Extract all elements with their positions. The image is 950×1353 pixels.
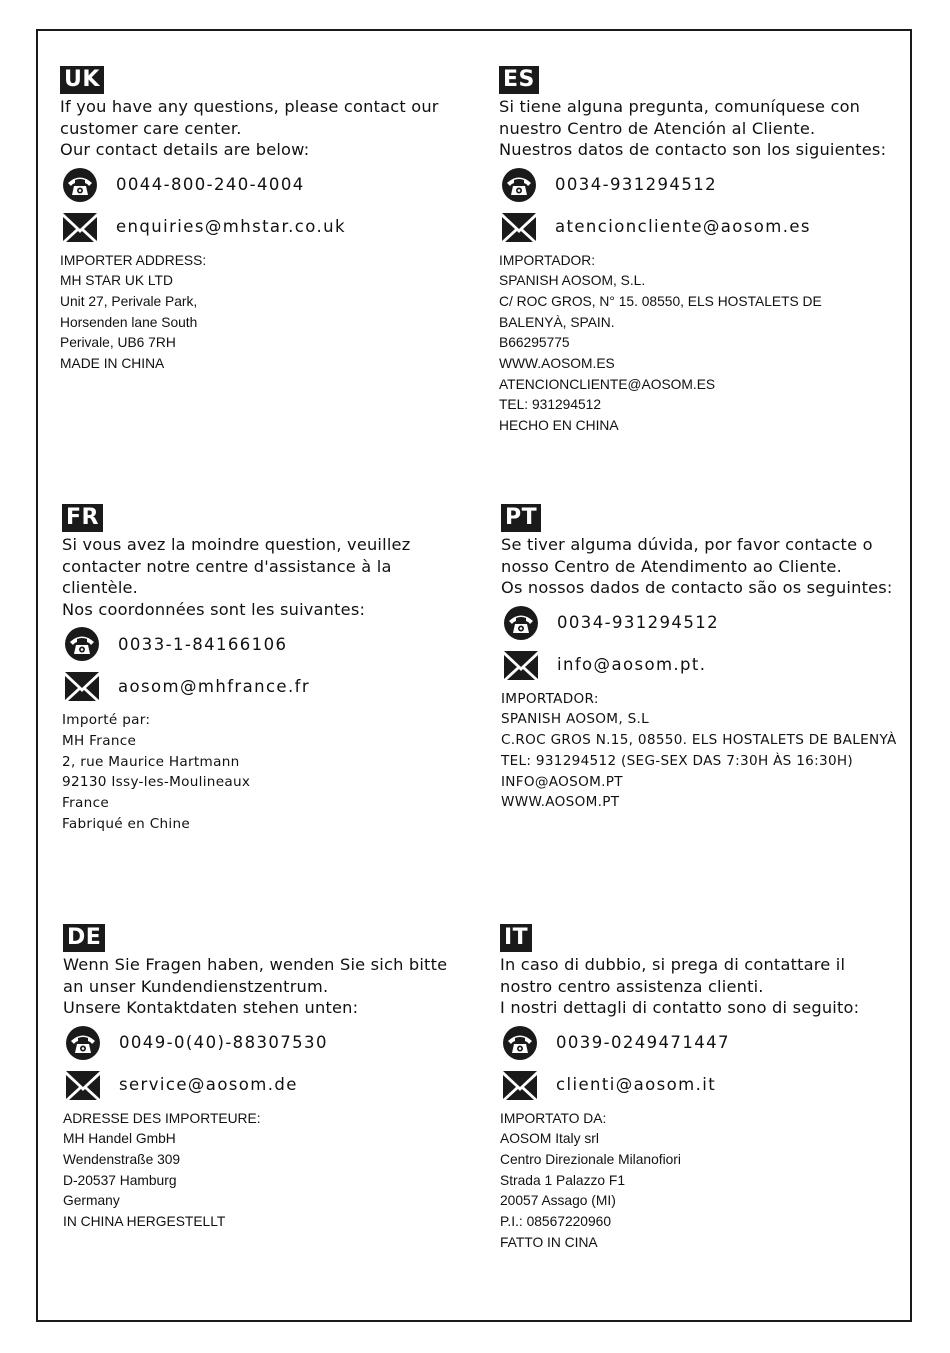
intro-line: If you have any questions, please contact our — [60, 97, 439, 116]
address-line: IMPORTADOR: — [499, 252, 596, 268]
address-line: Horsenden lane South — [60, 314, 198, 330]
importer-address — [63, 1109, 483, 1233]
address-line: Germany — [63, 1193, 120, 1209]
address-line: ATENCIONCLIENTE@AOSOM.ES — [499, 376, 716, 392]
intro-line: Os nossos dados de contacto são os seguintes: — [501, 578, 893, 597]
address-line: Strada 1 Palazzo F1 — [500, 1172, 626, 1188]
intro-line: Our contact details are below: — [60, 140, 310, 159]
email-address: aosom@mhfrance.fr — [118, 676, 311, 696]
phone-number: 0049-0(40)-88307530 — [119, 1033, 328, 1052]
importer-address — [62, 710, 482, 835]
intro-line: Si vous avez la moindre question, veuillez — [62, 535, 411, 554]
importer-address — [500, 1109, 920, 1254]
section-pt — [501, 504, 921, 813]
language-badge: DE — [63, 924, 105, 952]
address-line: WWW.AOSOM.ES — [499, 356, 615, 372]
intro-line: contacter notre centre d'assistance à la — [62, 556, 392, 576]
section-uk — [60, 66, 480, 375]
intro-line: nosso Centro de Atendimento ao Cliente. — [501, 556, 842, 576]
envelope-icon — [62, 668, 102, 704]
language-badge: UK — [60, 66, 104, 94]
address-line: Fabriqué en Chine — [62, 815, 191, 832]
address-line: SPANISH AOSOM, S.L — [501, 711, 649, 728]
intro-line: Nos coordonnées sont les suivantes: — [62, 599, 366, 619]
email-row — [63, 1067, 483, 1103]
phone-row — [60, 167, 480, 203]
phone-icon — [501, 605, 541, 641]
email-address: service@aosom.de — [119, 1075, 298, 1094]
language-badge: PT — [501, 504, 541, 532]
importer-address — [60, 251, 480, 375]
address-line: IMPORTER ADDRESS: — [60, 252, 207, 268]
intro-line: nuestro Centro de Atención al Cliente. — [499, 118, 816, 138]
address-line: IMPORTADOR: — [501, 690, 599, 707]
address-line: France — [62, 795, 110, 812]
address-line: Wendenstraße 309 — [63, 1151, 181, 1167]
intro-line: Si tiene alguna pregunta, comuníquese con — [499, 97, 861, 116]
phone-number: 0039-0249471447 — [556, 1033, 730, 1052]
section-es — [499, 66, 919, 437]
email-row — [60, 209, 480, 245]
address-line: MADE IN CHINA — [60, 356, 165, 372]
address-line: TEL: 931294512 (SEG-SEX DAS 7:30H ÀS 16:30H) — [501, 752, 854, 769]
intro-line: In caso di dubbio, si prega di contattare il — [500, 955, 846, 974]
language-badge: ES — [499, 66, 539, 94]
email-address: enquiries@mhstar.co.uk — [116, 217, 346, 236]
phone-number: 0034-931294512 — [557, 613, 720, 632]
address-line: MH France — [62, 732, 137, 749]
email-row — [501, 647, 921, 683]
intro-text — [499, 96, 919, 161]
section-it — [500, 924, 920, 1253]
section-de — [63, 924, 483, 1233]
phone-icon — [499, 167, 539, 203]
address-line: IN CHINA HERGESTELLT — [63, 1214, 226, 1230]
phone-icon — [62, 626, 102, 662]
importer-address — [499, 251, 919, 437]
address-line: B66295775 — [499, 335, 570, 351]
phone-row — [62, 626, 482, 662]
address-line: 92130 Issy-les-Moulineaux — [62, 774, 251, 791]
address-line: P.I.: 08567220960 — [500, 1214, 611, 1230]
phone-row — [63, 1025, 483, 1061]
phone-number: 0044-800-240-4004 — [116, 175, 305, 194]
envelope-icon — [501, 647, 541, 683]
address-line: Perivale, UB6 7RH — [60, 335, 176, 351]
intro-line: Nuestros datos de contacto son los siguientes: — [499, 140, 887, 159]
address-line: Unit 27, Perivale Park, — [60, 293, 198, 309]
address-line: 20057 Assago (MI) — [500, 1193, 616, 1209]
phone-icon — [63, 1025, 103, 1061]
intro-line: Unsere Kontaktdaten stehen unten: — [63, 998, 359, 1017]
address-line: MH Handel GmbH — [63, 1131, 176, 1147]
email-row — [500, 1067, 920, 1103]
intro-line: I nostri dettagli di contatto sono di seguito: — [500, 998, 860, 1017]
address-line: 2, rue Maurice Hartmann — [62, 753, 240, 770]
intro-text — [500, 954, 920, 1019]
intro-line: customer care center. — [60, 118, 242, 138]
envelope-icon — [499, 209, 539, 245]
phone-icon — [500, 1025, 540, 1061]
address-line: Centro Direzionale Milanofiori — [500, 1151, 681, 1167]
address-line: ADRESSE DES IMPORTEURE: — [63, 1110, 261, 1126]
intro-text — [501, 534, 921, 599]
email-row — [62, 668, 482, 704]
phone-number: 0034-931294512 — [555, 175, 718, 194]
envelope-icon — [500, 1067, 540, 1103]
envelope-icon — [60, 209, 100, 245]
address-line: WWW.AOSOM.PT — [501, 794, 620, 811]
address-line: AOSOM Italy srl — [500, 1131, 599, 1147]
intro-line: Se tiver alguma dúvida, por favor contacte o — [501, 535, 873, 554]
importer-address — [501, 689, 921, 814]
address-line: IMPORTATO DA: — [500, 1110, 607, 1126]
section-fr — [62, 504, 482, 835]
address-line: C.ROC GROS N.15, 08550. ELS HOSTALETS DE BALENYÀ — [501, 732, 897, 749]
address-line: TEL: 931294512 — [499, 397, 602, 413]
intro-text — [62, 534, 482, 620]
intro-line: Wenn Sie Fragen haben, wenden Sie sich bitte — [63, 955, 448, 974]
address-line: Importé par: — [62, 712, 151, 728]
intro-line: an unser Kundendienstzentrum. — [63, 976, 329, 996]
language-badge: FR — [62, 504, 103, 532]
phone-number: 0033-1-84166106 — [118, 634, 288, 654]
phone-row — [499, 167, 919, 203]
address-line: HECHO EN CHINA — [499, 418, 619, 434]
email-address: clienti@aosom.it — [556, 1075, 717, 1094]
email-row — [499, 209, 919, 245]
language-badge: IT — [500, 924, 532, 952]
address-line: D-20537 Hamburg — [63, 1172, 177, 1188]
email-address: atencioncliente@aosom.es — [555, 217, 811, 236]
intro-line: nostro centro assistenza clienti. — [500, 976, 764, 996]
address-line: C/ ROC GROS, N° 15. 08550, ELS HOSTALETS DE — [499, 293, 822, 309]
phone-row — [500, 1025, 920, 1061]
intro-text — [60, 96, 480, 161]
address-line: FATTO IN CINA — [500, 1234, 598, 1250]
address-line: MH STAR UK LTD — [60, 273, 173, 289]
intro-line: clientèle. — [62, 578, 139, 597]
phone-row — [501, 605, 921, 641]
address-line: INFO@AOSOM.PT — [501, 773, 623, 790]
intro-text — [63, 954, 483, 1019]
email-address: info@aosom.pt. — [557, 655, 707, 674]
address-line: BALENYÀ, SPAIN. — [499, 314, 615, 330]
envelope-icon — [63, 1067, 103, 1103]
address-line: SPANISH AOSOM, S.L. — [499, 273, 646, 289]
phone-icon — [60, 167, 100, 203]
